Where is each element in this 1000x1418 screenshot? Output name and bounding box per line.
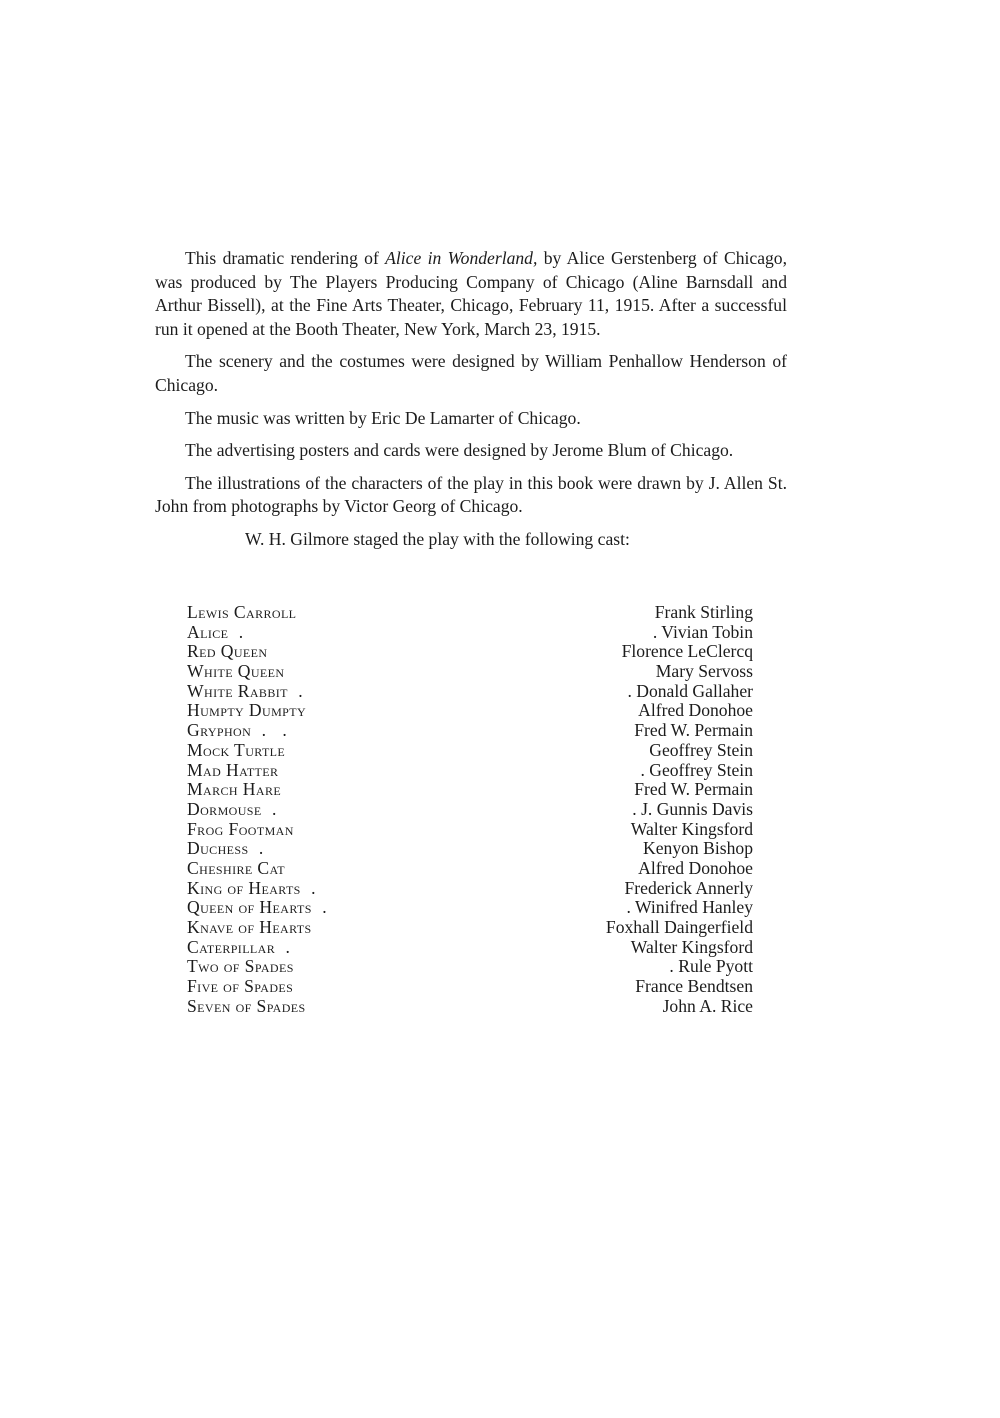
cast-role-name: Alice — [187, 621, 229, 642]
cast-role-name: Red Queen — [187, 641, 268, 662]
cast-role — [187, 977, 293, 997]
staged-by-line: W. H. Gilmore staged the play with the following cast: — [245, 528, 630, 549]
cast-role — [187, 957, 294, 977]
cast-actor: Kenyon Bishop — [643, 838, 753, 859]
cast-actor: Alfred Donohoe — [638, 857, 753, 878]
cast-actor: Foxhall Daingerfield — [605, 917, 753, 937]
music-paragraph: The music was written by Eric De Lamarter of Chicago. — [185, 407, 581, 428]
cast-role — [187, 603, 296, 623]
cast-role-name: Queen of Hearts — [187, 897, 312, 918]
cast-role — [187, 780, 281, 800]
cast-role — [187, 701, 306, 721]
production-text-rest: by Alice Gerstenberg of Chicago, was produced by The Players Producing Company of Chicago (Aline Barnsdall and Arthur Bissell), at the Fine Arts Theater, Chicago, February 11, 1915. After a successful run it opened at the Booth Theater, New York, March 23, 1915. — [155, 248, 788, 339]
cast-role-name: Seven of Spades — [187, 995, 306, 1016]
cast-role-name: Duchess — [187, 838, 249, 859]
cast-row — [187, 682, 753, 702]
cast-row — [187, 741, 753, 761]
cast-role-name: Cheshire Cat — [187, 857, 286, 878]
cast-row — [187, 701, 753, 721]
cast-role-name: White Rabbit — [187, 680, 288, 701]
cast-role-dots: . — [300, 877, 322, 898]
cast-row — [187, 603, 753, 623]
cast-row — [187, 800, 753, 820]
cast-role-name: Dormouse — [187, 798, 262, 819]
cast-role-name: Five of Spades — [187, 976, 294, 997]
cast-role-name: Two of Spades — [187, 956, 294, 977]
cast-row — [187, 977, 753, 997]
cast-role-name: White Queen — [187, 661, 285, 682]
scenery-paragraph: The scenery and the costumes were designed by William Penhallow Henderson of Chicago. — [155, 351, 787, 395]
cast-row — [187, 780, 753, 800]
cast-role — [187, 859, 285, 879]
cast-role-dots: . — [275, 936, 296, 957]
cast-role-dots: . — [261, 798, 283, 819]
cast-row — [187, 879, 753, 899]
cast-row — [187, 623, 753, 643]
cast-row — [187, 662, 753, 682]
illustrations-paragraph: The illustrations of the characters of the play in this book were drawn by J. Allen St. John from photographs by Victor Georg of Chicago. — [155, 472, 787, 517]
cast-role — [187, 623, 249, 643]
cast-actor: Walter Kingsford — [630, 818, 753, 839]
cast-row — [187, 642, 753, 662]
cast-role-name: Frog Footman — [187, 818, 294, 839]
cast-actor: Frank Stirling — [654, 602, 753, 622]
cast-row — [187, 839, 753, 859]
posters-paragraph: The advertising posters and cards were designed by Jerome Blum of Chicago. — [185, 440, 734, 461]
cast-actor: Walter Kingsford — [630, 936, 753, 957]
cast-role — [187, 662, 284, 682]
cast-actor: Florence LeClercq — [621, 641, 753, 662]
cast-role — [187, 898, 333, 918]
cast-row — [187, 859, 753, 879]
cast-actor: . Vivian Tobin — [652, 621, 753, 642]
cast-role-name: Humpty Dumpty — [187, 700, 307, 721]
cast-role-name: Lewis Carroll — [187, 602, 297, 622]
production-paragraph — [155, 247, 787, 341]
cast-role-dots: . — [248, 838, 270, 859]
cast-actor: Geoffrey Stein — [649, 739, 753, 760]
cast-actor: . Geoffrey Stein — [640, 759, 753, 780]
cast-actor: Mary Servoss — [655, 661, 753, 682]
cast-role — [187, 839, 269, 859]
cast-role-name: Mock Turtle — [187, 739, 286, 760]
cast-actor: Fred W. Permain — [634, 720, 753, 741]
cast-role — [187, 820, 294, 840]
cast-row — [187, 957, 753, 977]
production-text-start: This dramatic rendering of — [185, 248, 386, 268]
cast-actor: . Rule Pyott — [669, 956, 753, 977]
cast-role — [187, 642, 267, 662]
cast-row — [187, 761, 753, 781]
cast-role-name: Caterpillar — [187, 936, 276, 957]
cast-role-name: Gryphon — [187, 720, 252, 741]
cast-role — [187, 741, 285, 761]
cast-role — [187, 879, 322, 899]
cast-role-dots: . . — [251, 720, 293, 741]
cast-role — [187, 761, 278, 781]
cast-actor: . J. Gunnis Davis — [632, 798, 753, 819]
cast-role-dots: . — [228, 621, 250, 642]
cast-role-dots: . — [287, 680, 309, 701]
cast-role-name: Mad Hatter — [187, 759, 279, 780]
cast-row — [187, 820, 753, 840]
cast-role — [187, 938, 296, 958]
cast-row — [187, 997, 753, 1017]
cast-role-dots: . — [311, 897, 333, 918]
cast-role — [187, 682, 309, 702]
cast-actor: Frederick Annerly — [624, 877, 753, 898]
cast-role-name: Knave of Hearts — [187, 917, 312, 937]
cast-row — [187, 898, 753, 918]
cast-actor: John A. Rice — [662, 995, 753, 1016]
cast-role — [187, 800, 282, 820]
cast-actor: Fred W. Permain — [634, 779, 753, 800]
cast-role-name: March Hare — [187, 779, 282, 800]
cast-row — [187, 721, 753, 741]
cast-actor: Alfred Donohoe — [638, 700, 753, 721]
cast-role — [187, 918, 312, 938]
front-matter-text — [155, 247, 787, 560]
cast-role — [187, 997, 306, 1017]
cast-actor: . Winifred Hanley — [626, 897, 753, 918]
cast-row — [187, 938, 753, 958]
cast-role-name: King of Hearts — [187, 877, 301, 898]
cast-role — [187, 721, 293, 741]
cast-actor: France Bendtsen — [635, 976, 753, 997]
book-title: Alice in Wonderland, — [385, 248, 538, 268]
cast-actor: . Donald Gallaher — [627, 680, 753, 701]
cast-list — [187, 603, 753, 1016]
cast-row — [187, 918, 753, 938]
